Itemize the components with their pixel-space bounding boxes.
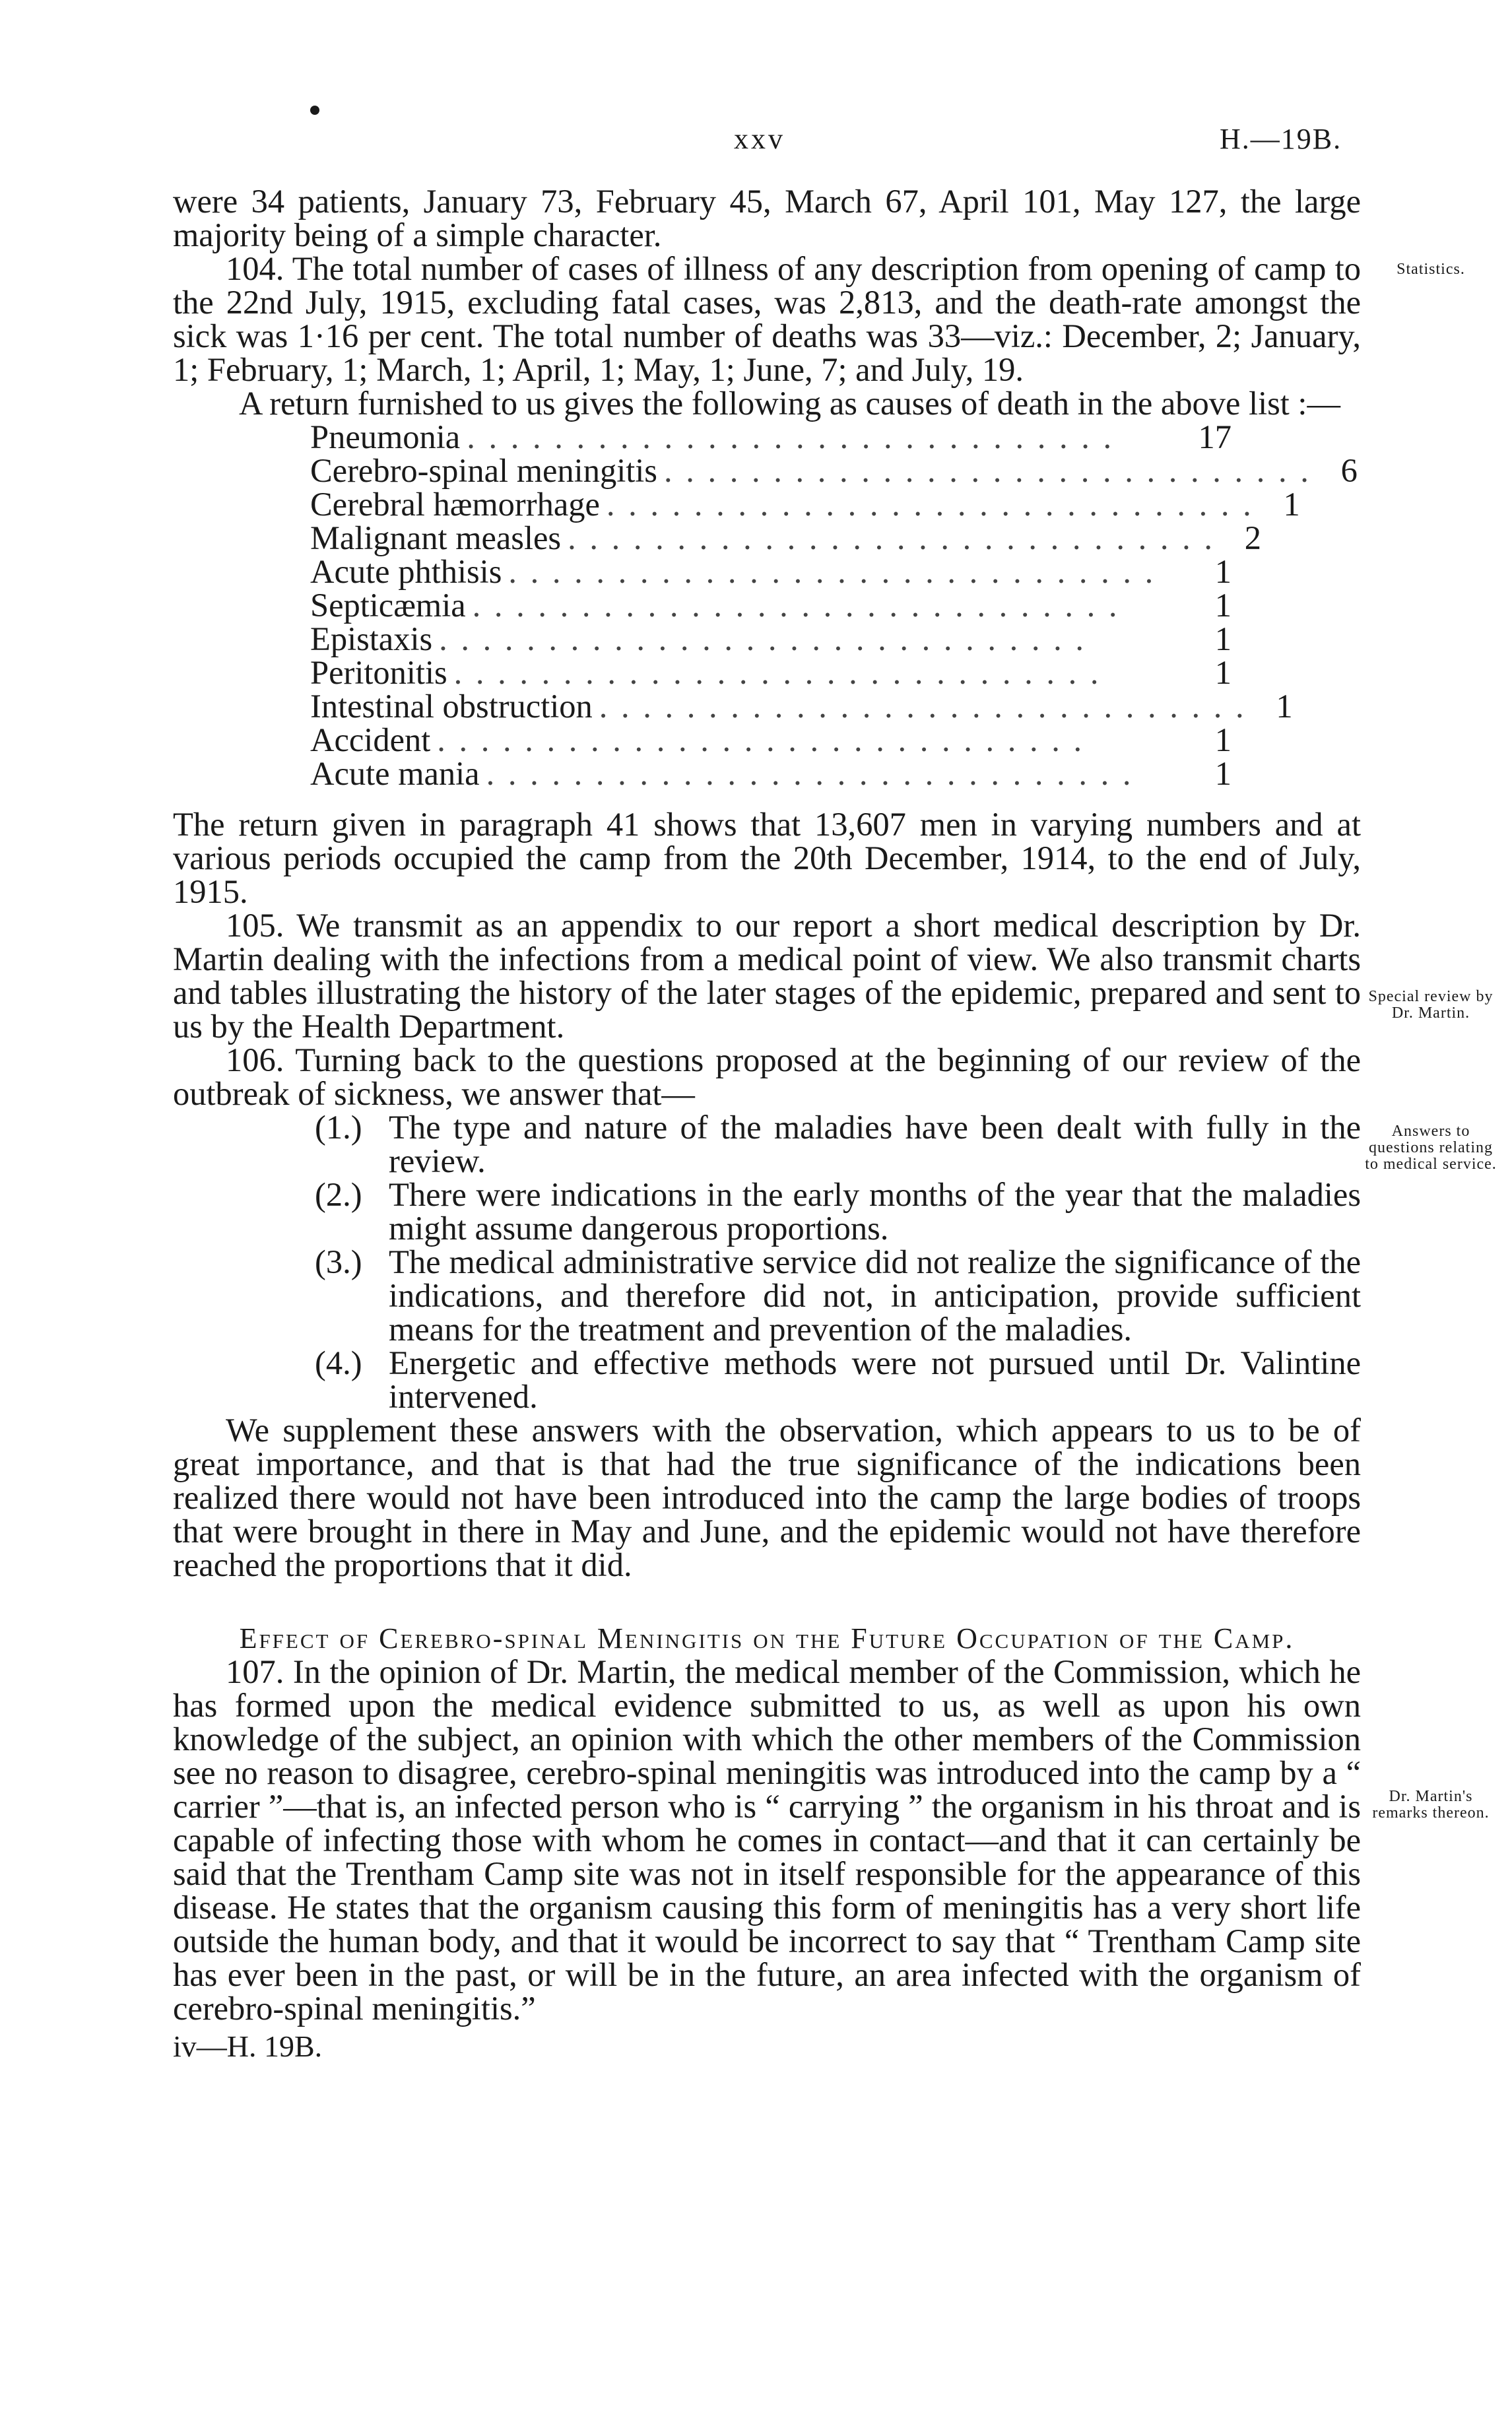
death-cause-name: Accident [310,721,431,758]
margin-note-statistics: Statistics. [1397,261,1465,278]
death-cause-count: 1 [1214,620,1232,657]
death-cause-count: 1 [1214,721,1232,758]
document-reference: H.—19B. [1220,123,1342,155]
answer-text: The type and nature of the maladies have been dealt with fully in the review. [389,1109,1361,1179]
death-cause-count: 17 [1198,418,1232,455]
answer-number: (1.) [315,1109,362,1146]
margin-note-answers: Answers to questions relating to medical service. [1365,1123,1497,1173]
page-number: xxv [734,123,785,155]
death-cause-row [310,486,1300,523]
dot-leader: . . . . . . . . . . . . . . . . . . . . . . . . . . . . . . [453,654,1101,691]
answer-text: The medical administrative service did not realize the significance of the indications, and therefore did not, in anticipation, provide sufficient means for the treatment and prevention of the maladies. [389,1243,1361,1348]
death-cause-name: Cerebral hæmorrhage [310,486,600,523]
section-heading: Effect of Cerebro-spinal Meningitis on the Future Occupation of the Camp. [239,1622,1295,1655]
death-cause-count: 6 [1340,452,1358,489]
answer-item [315,1346,1361,1414]
paragraph-107: 107. In the opinion of Dr. Martin, the medical member of the Commission, which he has formed upon the medical evidence submitted to us, as well as upon his own knowledge of the subject, an opinion with which the other members of the Commission see no reason to disagree, cerebro-spinal meningitis was introduced into the camp by a “ carrier ”—that is, an infected person who is “ carrying ” the organism in his throat and is capable of infecting those with whom he comes in contact—and that it can certainly be said that the Trentham Camp site was not in itself responsible for the appearance of this disease. He states that the organism causing this form of meningitis has a very short life outside the human body, and that it would be incorrect to say that “ Trentham Camp site has ever been in the past, or will be in the future, an area infected with the organism of cerebro-spinal meningitis.” [173,1653,1361,2027]
death-cause-name: Pneumonia [310,418,461,455]
answer-number: (2.) [315,1176,362,1213]
ink-dot [310,106,319,115]
margin-note-special-review: Special review by Dr. Martin. [1368,988,1494,1022]
death-cause-count: 1 [1214,755,1232,792]
dot-leader: . . . . . . . . . . . . . . . . . . . . . . . . . . . . . . [472,587,1120,624]
death-cause-count: 1 [1214,654,1232,691]
dot-leader: . . . . . . . . . . . . . . . . . . . . . . . . . . . . . . [663,452,1311,489]
answer-item [315,1111,1361,1178]
dot-leader: . . . . . . . . . . . . . . . . . . . . . . . . . . . . . . [486,755,1134,792]
paragraph-104: 104. The total number of cases of illness of any description from opening of camp to the 22nd July, 1915, excluding fatal cases, was 2,813, and the death-rate amongst the sick was 1·16 per cent. The total number of deaths was 33—viz.: December, 2; January, 1; February, 1; March, 1; April, 1; May, 1; June, 7; and July, 19. [173,250,1361,388]
signature-reference: iv—H. 19B. [173,2029,323,2063]
answer-text: Energetic and effective methods were not pursued until Dr. Valintine intervened. [389,1344,1361,1415]
answer-text: There were indications in the early months of the year that the maladies might assume dangerous proportions. [389,1176,1361,1247]
death-cause-name: Cerebro-spinal meningitis [310,452,657,489]
death-cause-row [310,622,1232,656]
paragraph-continuation: were 34 patients, January 73, February 45, March 67, April 101, May 127, the large majority being of a simple character. [173,183,1361,253]
death-cause-row [310,589,1232,622]
death-cause-name: Epistaxis [310,620,433,657]
answer-item [315,1245,1361,1346]
dot-leader: . . . . . . . . . . . . . . . . . . . . . . . . . . . . . . [606,486,1254,523]
answer-item [315,1178,1361,1245]
death-cause-count: 1 [1283,486,1300,523]
dot-leader: . . . . . . . . . . . . . . . . . . . . . . . . . . . . . . [467,418,1115,455]
death-cause-count: 2 [1244,519,1261,556]
death-cause-row [310,420,1232,454]
causes-of-death-list [310,418,1358,792]
document-body [173,185,1361,2063]
death-cause-row [310,452,1358,489]
paragraph-return: A return furnished to us gives the following as causes of death in the above list :— [239,385,1340,422]
death-cause-row [310,688,1293,725]
paragraph-106: 106. Turning back to the questions proposed at the beginning of our review of the outbreak of sickness, we answer that— [173,1041,1361,1112]
death-cause-name: Acute mania [310,755,480,792]
dot-leader: . . . . . . . . . . . . . . . . . . . . . . . . . . . . . . [568,519,1215,556]
death-cause-name: Septicæmia [310,587,466,624]
death-cause-count: 1 [1276,688,1293,725]
death-cause-name: Acute phthisis [310,553,502,590]
margin-note-remarks: Dr. Martin's remarks thereon. [1372,1788,1490,1822]
death-cause-name: Intestinal obstruction [310,688,593,725]
death-cause-name: Peritonitis [310,654,447,691]
paragraph-105: 105. We transmit as an appendix to our report a short medical description by Dr. Martin dealing with the infections from a medical point of view. We also transmit charts and tables illustrating the history of the later stages of the epidemic, prepared and sent to us by the Health Department. [173,907,1361,1045]
death-cause-row [310,656,1232,690]
dot-leader: . . . . . . . . . . . . . . . . . . . . . . . . . . . . . . [439,620,1087,657]
death-cause-count: 1 [1214,553,1232,590]
death-cause-row [310,555,1232,589]
death-cause-name: Malignant measles [310,519,562,556]
death-cause-row [310,757,1232,791]
death-cause-row [310,723,1232,757]
paragraph-supplement: We supplement these answers with the observation, which appears to us to be of great importance, and that is that had the true significance of the indications been realized there would not have been introduced into the camp the large bodies of troops that were brought in there in May and June, and the epidemic would not have therefore reached the proportions that it did. [173,1412,1361,1583]
answer-number: (4.) [315,1344,362,1381]
answers-list [315,1111,1361,1414]
death-cause-row [310,519,1261,556]
dot-leader: . . . . . . . . . . . . . . . . . . . . . . . . . . . . . . [508,553,1156,590]
answer-number: (3.) [315,1243,362,1280]
dot-leader: . . . . . . . . . . . . . . . . . . . . . . . . . . . . . . [599,688,1247,725]
paragraph-return-41: The return given in paragraph 41 shows that 13,607 men in varying numbers and at various periods occupied the camp from the 20th December, 1914, to the end of July, 1915. [173,806,1361,910]
death-cause-count: 1 [1214,587,1232,624]
dot-leader: . . . . . . . . . . . . . . . . . . . . . . . . . . . . . . [437,721,1085,758]
